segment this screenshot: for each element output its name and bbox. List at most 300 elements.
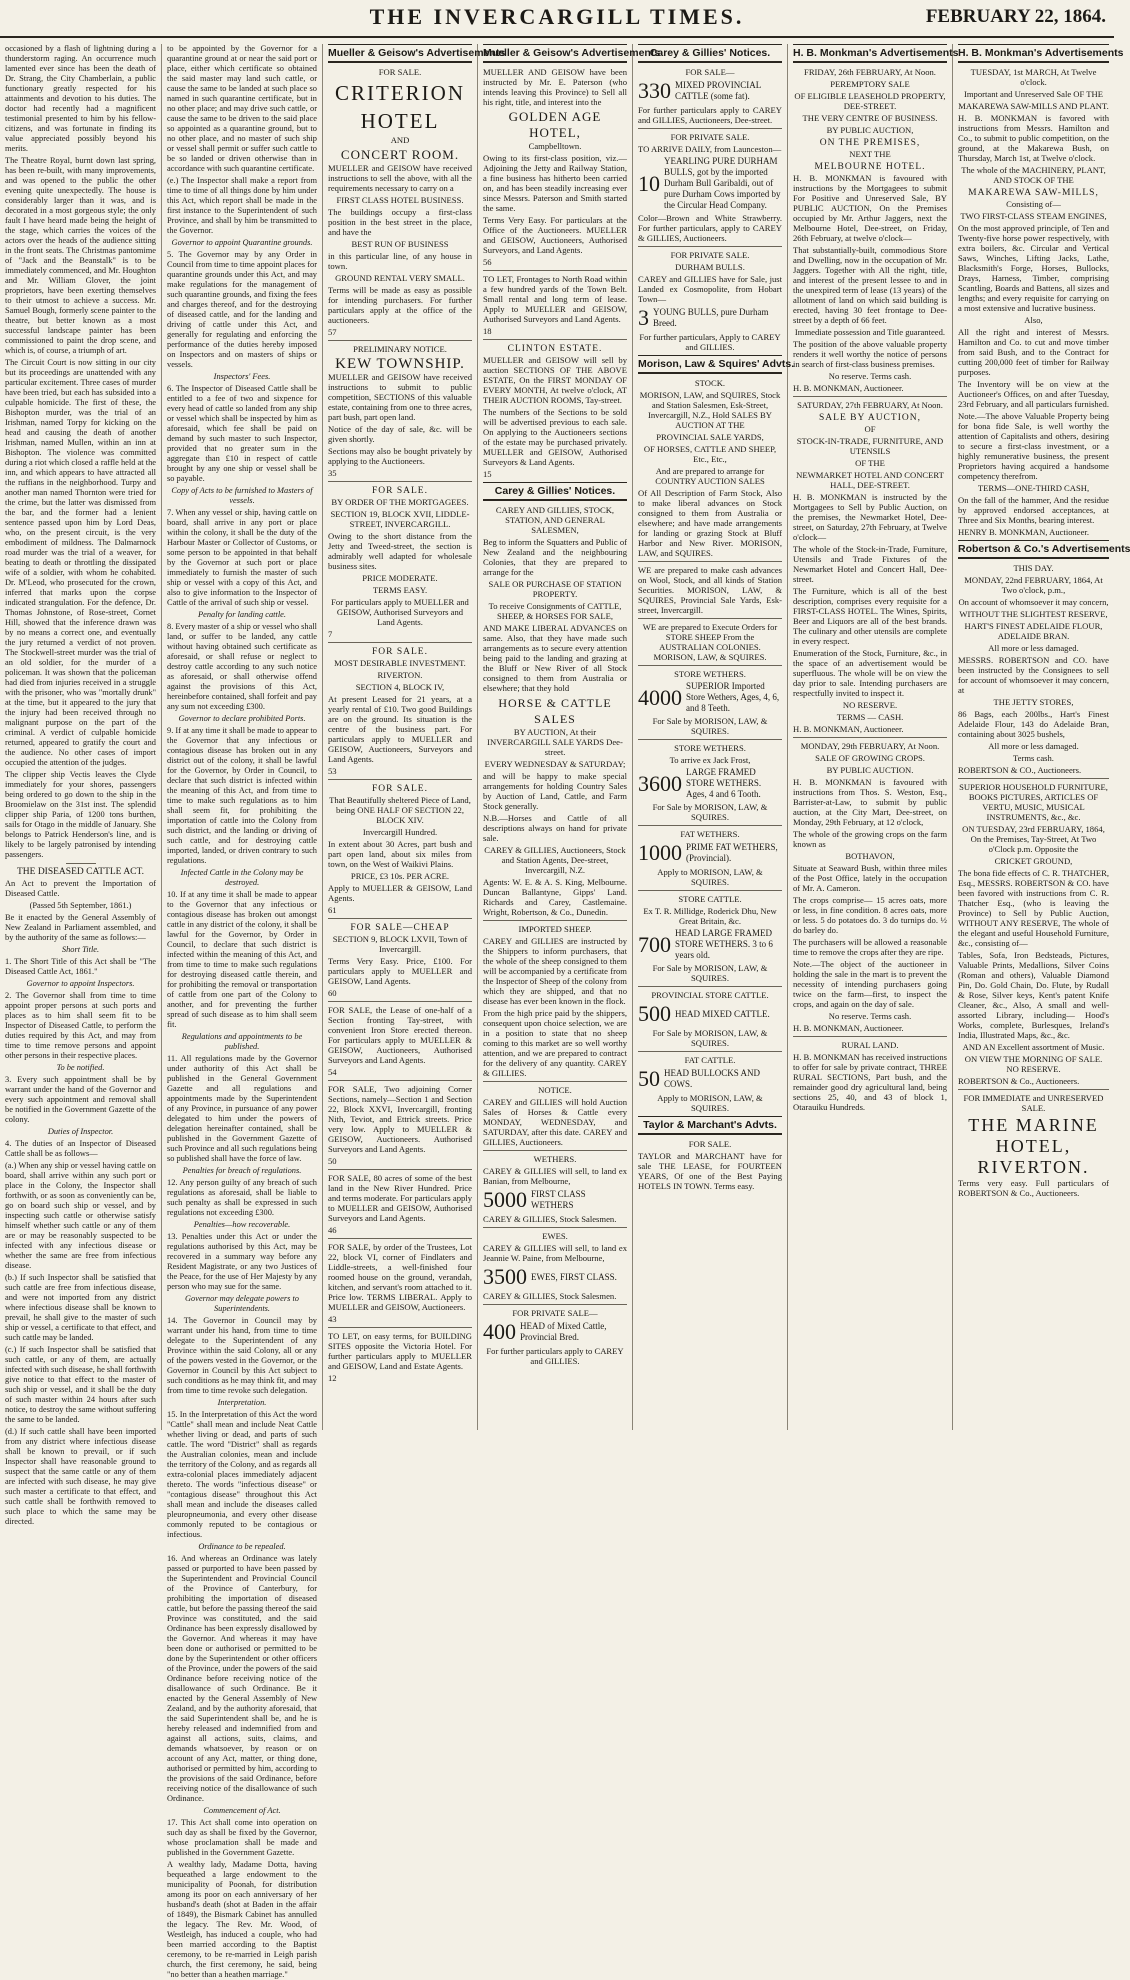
ad-line: NEWMARKET HOTEL AND CONCERT HALL, DEE-STREET.: [796, 470, 944, 490]
ad-line: BY AUCTION, At their INVERCARGILL SALE YARDS Dee-street.: [487, 727, 623, 757]
paragraph: The clipper ship Vectis leaves the Clyde immediately for your shores, passengers being ordered to go down to the ship in the Broomielaw on the 31st inst. The splendid clipper ship Paria, of 1200 tons burthen, sails for Otago in the middle of January. She belongs to Patrick Henderson's line, and is likely to be largely patronised by intending passengers.: [5, 770, 156, 859]
ad-quantity-label: HEAD LARGE FRAMED STORE WETHERS. 3 to 6 years old.: [675, 928, 773, 960]
ad-body: Owing to its first-class position, viz.—Adjoining the Jetty and Railway Station, a fine business has hitherto been carried on, and has been steadily increasing ever since Messrs. Paterson and Smith started the same.: [483, 153, 627, 213]
ad-body: Note.—The above Valuable Property being for bona fide Sale, is well worthy the attention of Capitalists and others, desiring to secure a first-class investment, or a highly remunerative business, the present Proprietors having acquired a handsome competency therefrom.: [958, 411, 1109, 481]
paragraph: 16. And whereas an Ordinance was lately passed or purported to have been passed by the Superintendent and Provincial Council of the Province of Canterbury, for prohibiting the importation of diseased cattle, but before the passing thereof the said Province was constituted, and the said Ordinance has been expressly disallowed by the Governor. And whereas it may have been done or authorised or permitted to be done by the Superintendent or other officers of the Province, under the powers of the said Ordinance before receiving notice of the disallowance of such Ordinance. Be it enacted by the General Assembly of New Zealand, and by the authority aforesaid, that the said Superintendent shall be, and he is hereby released and indemnified from and against all actions, suits, claims, and demands whatsoever, by reason or on account of any Act, matter, or thing done, authorised or permitted by him, according to the provisions of the said Ordinance, before receiving notice of the disallowance of such Ordinance.: [167, 1554, 318, 1803]
ad-signature: For Sale by MORISON, LAW, & SQUIRES.: [652, 716, 768, 736]
ad-store-cattle: [638, 894, 782, 983]
divider: [638, 246, 782, 247]
ad-quantity: 700: [638, 931, 671, 957]
ad-quantity: 3: [638, 305, 649, 330]
ad-body: TAYLOR and MARCHANT have for sale THE LEASE, for FOURTEEN YEARS, Of one of the Best Paying HOTELS IN TOWN. Terms easy.: [638, 1151, 782, 1191]
ad-body: MUELLER AND GEISOW have been instructed by Mr. E. Paterson (who intends leaving this Province) to Sell all his right, title, and interest into the: [483, 67, 627, 107]
ad-line: And are prepared to arrange for COUNTRY AUCTION SALES: [655, 466, 765, 486]
ad-quantity-label: YEARLING PURE DURHAM BULLS, got by the imported Durham Bull Garibaldi, out of pure Durham Cows imported by the Circular Head Company.: [664, 156, 781, 210]
ad-number: 57: [328, 327, 337, 337]
ad-body: All the right and interest of Messrs. Hamilton and Co. to cut and move timber from said Bush, and to the Contract for cutting 200,000 feet of timber for Railway purposes.: [958, 327, 1109, 377]
ad-number: 18: [483, 326, 492, 336]
ad-body: On the most approved principle, of Ten and Twenty-five horse power respectively, with extra boilers, &c. Circular and Vertical Saws, Winches, Lifting Jacks, Lathe, Blacksmith's Forge, Horses, Bullocks, Drays, Harness, Timber, comprising Scantling, Boards and Battens, all sizes and lengths; and every requisite for carrying on a most extensive and lucrative business.: [958, 223, 1109, 313]
ad-headline: FOR SALE.: [688, 1139, 732, 1149]
ad-line: That Beautifully sheltered Piece of Land, being ONE HALF OF SECTION 22, BLOCK XIV.: [329, 795, 471, 825]
ad-body: CAREY and GILLIES will hold Auction Sales of Horses & Cattle every MONDAY, WEDNESDAY, and SATURDAY, after this date. CAREY and GILLIES, Auctioneers.: [483, 1097, 627, 1147]
ad-line: TERMS—ONE-THIRD CASH,: [977, 483, 1090, 493]
divider: [638, 665, 782, 666]
ad-headline: IMPORTED SHEEP.: [518, 924, 592, 934]
act-section: 3. Every such appointment shall be by warrant under the hand of the Governor and every such appointment and removal shall be notified in the Government Gazette of the colony.: [5, 1075, 156, 1124]
ad-mls-advances: [638, 565, 782, 615]
ad-line: TUESDAY, 1st MARCH, At Twelve o'clock.: [970, 67, 1097, 87]
ad-body: CAREY & GILLIES will sell, to land ex Jeannie W. Paine, from Melbourne,: [483, 1243, 627, 1263]
act-subsection: (b.) If such Inspector shall be satisfied that such cattle are free from infectious disease, and were not imported from any district where infectious disease shall be known to prevail, he shall give to the master of such ship or vessel, a certificate to that effect, and such cattle may be landed.: [5, 1273, 156, 1342]
ad-line: OF: [864, 424, 876, 434]
ad-line: WITHOUT THE SLIGHTEST RESERVE,: [959, 609, 1108, 619]
divider: [958, 1089, 1109, 1090]
ad-body: Owing to the short distance from the Jetty and Tweed-street, the section is admirably well adapted for wholesale business sites.: [328, 531, 472, 571]
ad-line: BY PUBLIC AUCTION.: [826, 765, 914, 775]
ad-headline: STORE WETHERS.: [674, 743, 746, 753]
ad-headline: MAKAREWA SAW-MILLS,: [968, 188, 1099, 198]
ad-quantity-label: MIXED PROVINCIAL CATTLE (some fat).: [675, 80, 761, 101]
paragraph: 9. If at any time it shall be made to appear to the Governor that any infectious or contagious disease has broken out in any district out of the colony, it shall be lawful for the Governor, by Order in Council, to declare that such district is infected within the meaning of this Act, and from time to time to make such regulations as to him shall seem fit, for prohibiting the importation of cattle into the Colony from such district, and the landing or driving of such cattle, and for destroying cattle imported, landed, or driven contrary to such regulations.: [167, 726, 317, 865]
ad-number: 35: [328, 468, 337, 478]
divider: [638, 890, 782, 891]
column-header: Carey & Gillies' Notices.: [483, 482, 627, 501]
ad-golden-age-hotel: [483, 67, 627, 267]
column-header: H. B. Monkman's Advertisements: [793, 44, 947, 63]
ad-imported-sheep: [483, 924, 627, 1078]
ad-quantity-label: LARGE FRAMED STORE WETHERS. Ages, 4 and 6 Tooth.: [686, 767, 762, 799]
ad-line: EVERY WEDNESDAY & SATURDAY;: [484, 759, 626, 769]
ad-quantity-label: HEAD BULLOCKS AND COWS.: [664, 1068, 761, 1089]
paragraph: A wealthy lady, Madame Dotta, having bequeathed a large endowment to the municipality of Poonah, for distribution among its poor on each anniversary of her husband's death (shot at Baden in the affair of 1849), the Bismark Cabinet has annulled the legacy. The Rev. Mr. Wood, of Westleigh, has induced a couple, who had been married according to the Baptist ceremony, to be re-married in Leigh parish church, the first ceremony, he said, being "no better than a heathen marriage.": [167, 1860, 317, 1979]
ad-80-acres: [328, 1173, 472, 1235]
ad-headline: THE MARINE HOTEL, RIVERTON.: [968, 1115, 1099, 1177]
ad-signature: For Sale by MORISON, LAW, & SQUIRES.: [652, 1028, 768, 1048]
ad-quantity: 330: [638, 78, 671, 103]
ad-signature: ROBERTSON & CO., Auctioneers.: [958, 765, 1082, 775]
ad-body: Sections may also be bought privately by applying to the Auctioneers.: [328, 446, 472, 466]
section-heading: Copy of Acts to be furnished to Masters of vessels.: [171, 486, 313, 505]
ad-lease: [328, 1005, 472, 1077]
ad-line: THE VERY CENTRE OF BUSINESS.: [802, 113, 938, 123]
ad-headline: FOR SALE.: [372, 486, 428, 496]
divider: [483, 1150, 627, 1151]
act-subsection: (d.) If such cattle shall have been imported from any district where infectious disease shall be known to prevail, or if such Inspector shall have reasonable ground to suspect that the same cattle or any of them are infected with such disease, he may give such master a certificate to that effect, and such cattle shall be forthwith removed to such place to which the same may be directed.: [5, 1427, 156, 1526]
divider: [638, 825, 782, 826]
ad-headline: GOLDEN AGE HOTEL,: [508, 109, 602, 140]
ad-body: H. B. MONKMAN is favoured with instructions by the Mortgagees to submit For Positive and Unreserved Sale, BY PUBLIC AUCTION, On the Premises occupied by Mr. Arthur Jaggers, next the Melbourne Hotel, Dee-street, on Friday, 26th February, at twelve o'clock—: [793, 173, 947, 243]
paragraph: 12. Any person guilty of any breach of such regulations as aforesaid, shall be liable to such penalty as shall be expressed in such regulations not exceeding £300.: [167, 1178, 317, 1217]
ad-body: N.B.—Horses and Cattle of all descriptions always on hand for private sale.: [483, 813, 627, 843]
ad-body: Terms Very Easy. Price, £100. For particulars apply to MUELLER and GEISOW, Land Agents.: [328, 956, 472, 986]
ad-line: TWO FIRST-CLASS STEAM ENGINES,: [960, 211, 1107, 221]
ad-durham-yearlings: [638, 132, 782, 243]
issue-date: FEBRUARY 22, 1864.: [925, 6, 1106, 27]
ad-line: NEXT THE: [849, 149, 891, 159]
divider: [638, 739, 782, 740]
ad-line: PEREMPTORY SALE: [830, 79, 910, 89]
divider: [793, 1036, 947, 1037]
ad-line: SATURDAY, 27th FEBRUARY, At Noon.: [797, 400, 943, 410]
ad-body: The crops comprise— 15 acres oats, more or less, in fine condition. 8 acres oats, more or less. 5 do potatoes do. 3 do turnips do. ½ do barley do.: [793, 895, 947, 935]
ad-provincial-store-cattle: [638, 990, 782, 1048]
ad-line: Campbelltown.: [528, 141, 582, 151]
ad-headline: HORSE & CATTLE SALES: [498, 696, 612, 726]
ad-body: The bona fide effects of C. R. THATCHER, Esq., MESSRS. ROBERTSON & CO. have been favored with instructions from C. R. Thatcher Esq., (who is leaving the Province) to Sell by Public Auction, WITHOUT ANY RESERVE, The whole of the elegant and useful Household Furniture, &c., consisting of—: [958, 868, 1109, 948]
ad-body: For particulars apply to MUELLER and GEISOW, Authorised Surveyors and Land Agents.: [331, 597, 469, 627]
ad-rural-land: [793, 1040, 947, 1112]
ad-body: in this particular line, of any house in town.: [328, 251, 472, 271]
ad-headline: ON THE PREMISES,: [819, 138, 921, 148]
paragraph: 14. The Governor in Council may by warrant under his hand, from time to time delegate to the Superintendent of any Province within the said Colony, all or any of the powers vested in the Governor, or the Governor in Council by this Act subject to such conditions as he may think fit, and may from time to time revoke such delegation.: [167, 1316, 317, 1395]
ad-quantity-label: EWES, FIRST CLASS.: [531, 1271, 617, 1282]
ad-kicker: PRELIMINARY NOTICE.: [353, 344, 447, 354]
act-enactment: Be it enacted by the General Assembly of New Zealand in Parliament assembled, and by the authority of the same as follows:—: [5, 913, 156, 942]
ad-signature: Apply to MORISON, LAW, & SQUIRES.: [657, 867, 763, 887]
ad-headline: MELBOURNE HOTEL.: [814, 162, 926, 172]
ad-quantity-label: YOUNG BULLS, pure Durham Breed.: [653, 307, 769, 328]
divider: [328, 779, 472, 780]
ad-line: HART'S FINEST ADELAIDE FLOUR, ADELAIDE BRAN.: [964, 621, 1103, 641]
ad-line: OF ELIGIBLE LEASEHOLD PROPERTY, DEE-STREET.: [794, 91, 946, 111]
paragraph: The Circuit Court is now sitting in our city but its proceedings are unattended with any particular excitement. Three cases of murder have been tried, but each has subsided into a culpable homicide. The first of these, the Bishopton murder, was the trial of an Irishman, named Torpy for kicking on the head and causing the death of another Irishman, named Mullen, within an inn at Bishopton. The violence was committed during a riot which closed a raffle held at the inn, and which appears to have attracted all the ruffians in the neighborhood. Turpy and another man named Thornton were tried for the crime, but the latter was dismissed from the bar, and the former had a lenient sentence passed upon him by Lord Deas, who, on the present circuit, is the very embodiment of mildness. The Dalmarnock road murder was the trial of a weaver, for beating to death or throttling the dissipated wife of a soldier, with whom he cohabited. Dr. M'Leod, who prosecuted for the crown, inferred that marks upon the corpse indicated strangulation. For the defence, Dr. Thomas Johnstone, of Rose-street, Cornet Hill, showed that the inference drawn was by no means a correct one, and eventually the jury returned a verdict of not proven. The Stockwell-street murder was the trial of an old soldier, for the murder of a policeman. It was shown that the policeman had died from injuries received in a struggle with the prisoner, who was "mortally drunk" at the time, but it appeared to the jury that the injury had been received through no malignant purpose on the part of the criminal. A verdict of culpable homicide returned, appeared to gratify the court and the audience. No other cases of import occupied the attention of the judges.: [5, 358, 156, 767]
ad-private-sale-cattle: [483, 1308, 627, 1366]
ad-building-sites: [328, 1331, 472, 1383]
ad-number: 12: [328, 1373, 337, 1383]
ad-number: 7: [328, 629, 333, 639]
act-subsection: (c.) If such Inspector shall be satisfied that such cattle, or any of them, are actually infected with such disease, he shall forthwith give notice to that effect to the master of such ship or vessel, and it shall be the duty of such master within 24 hours after such notice, to destroy the same without suffering the same to be landed.: [5, 1345, 156, 1424]
ad-body: H. B. MONKMAN is instructed by the Mortgagees to Sell by Public Auction, on the premises, the Newmarket Hotel, Dee-street, on Saturday, 27th February, at Twelve o'clock—: [793, 492, 947, 542]
ad-carey-gillies-intro: [483, 505, 627, 917]
divider: [328, 1080, 472, 1081]
ad-signature: CAREY & GILLIES, Stock Salesmen.: [483, 1214, 617, 1224]
divider: [638, 561, 782, 562]
ad-section-22: [328, 783, 472, 915]
ad-line: Terms cash.: [1013, 753, 1054, 763]
ad-body: The whole of the growing crops on the farm known as: [793, 829, 947, 849]
ad-line: No reserve. Terms cash.: [828, 1011, 912, 1021]
ad-quantity: 50: [638, 1066, 660, 1091]
ad-body: Terms very easy. Full particulars of ROBERTSON & Co., Auctioneers.: [958, 1178, 1109, 1198]
ad-body: WE are prepared to make cash advances on Wool, Stock, and all kinds of Station Securities. MORISON, LAW, & SQUIRES, Provincial Sale Yards, Esk-street, Invercargill.: [638, 565, 782, 615]
ad-headline: FOR SALE.: [372, 647, 428, 657]
ad-line: SECTION 4, BLOCK IV,: [355, 682, 445, 692]
section-heading: Governor may delegate powers to Superintendents.: [185, 1294, 299, 1313]
ad-line: BY PUBLIC AUCTION,: [826, 125, 914, 135]
ad-body: The Furniture, which is all of the best description, comprises every requisite for a FIRST-CLASS HOTEL. The Wines, Spirits, Beer and Liquors are all of the best brands. The culinary and other utensils are complete in every respect.: [793, 586, 947, 646]
ad-north-road: [483, 274, 627, 336]
ad-headline: KEW TOWNSHIP.: [335, 356, 465, 372]
ad-headline: FOR PRIVATE SALE—: [512, 1308, 598, 1318]
act-date: (Passed 5th September, 1861.): [29, 901, 132, 910]
ad-makarewa-saw-mills: [958, 67, 1109, 537]
ad-signature: HENRY B. MONKMAN, Auctioneer.: [958, 527, 1089, 537]
ad-body: FOR SALE, the Lease of one-half of a Section fronting Tay-street, with convenient Iron Store erected thereon. For particulars apply to MUELLER & GEISOW, Auctioneers, Authorised Surveyors and Land Agents.: [328, 1005, 472, 1065]
ad-headline: WETHERS.: [533, 1154, 577, 1164]
ad-headline: EWES.: [542, 1231, 568, 1241]
ad-body: For further particulars apply to CAREY and GILLIES, Auctioneers, Dee-street.: [638, 105, 782, 125]
ad-notice: [483, 1085, 627, 1147]
ad-number: 56: [483, 257, 492, 267]
ad-signature: For Sale by MORISON, LAW, & SQUIRES.: [652, 802, 768, 822]
ad-body: TO LET, on easy terms, for BUILDING SITES opposite the Victoria Hotel. For further particulars apply to MUELLER and GEISOW, Land and Estate Agents.: [328, 1331, 472, 1371]
ad-quantity: 3500: [483, 1264, 527, 1289]
act-subsection: (a.) When any ship or vessel having cattle on board, shall arrive within any such port or place in the Colony, the Inspector shall forthwith, or as soon as conveniently can be, go on board such ship or vessel, and by inspecting such cattle or otherwise satisfy himself whether such cattle or any of them are or may be reasonably suspected to be infected with any infectious disease or whether the same are free from infectious disease.: [5, 1161, 156, 1270]
ad-line: BEST RUN OF BUSINESS: [351, 239, 449, 249]
ad-line: SECTION 19, BLOCK XVII, LIDDLE-STREET, INVERCARGILL.: [330, 509, 470, 529]
paragraph: 10. If at any time it shall be made to appear to the Governor that any infectious or contagious disease has broken out amongst cattle in any district of the colony, it shall be lawful for the Governor, by Order in Council, to declare that such district is infected within the meaning of this Act, and from time to time to make such regulations for destroying diseased cattle therein, and for prohibiting the removal or transportation of cattle from one part of the Colony to another, and for preventing the further spread of such disease as to him shall seem fit.: [167, 890, 317, 1029]
ad-headline: MAKAREWA SAW-MILLS AND PLANT.: [958, 101, 1109, 111]
ad-body: Of All Description of Farm Stock, Also to make liberal advances on Stock consigned to them from Australia or elsewhere; and have made arrangements for landing or grazing Stock at Bluff Harbor and New River. MORISON, LAW, and SQUIRES.: [638, 488, 782, 558]
ad-line: PRICE, £3 10s. PER ACRE.: [350, 871, 450, 881]
ad-line: Important and Unreserved Sale OF THE: [964, 89, 1103, 99]
ad-line: OF HORSES, CATTLE AND SHEEP, Etc., Etc.,: [643, 444, 777, 464]
ad-body: At present Leased for 21 years, at a yearly rental of £10. Two good Buildings are on the ground. Its situation is the centre of the business part. For particulars apply to MUELLER and GEISOW, Auctioneers, Surveyors and Land Agents.: [328, 694, 472, 764]
act-title: THE DISEASED CATTLE ACT.: [16, 867, 144, 877]
ad-body: Terms Very Easy. For particulars at the Office of the Auctioneers. MUELLER and GEISOW, Auctioneers, Authorised Surveyors, and Land Agents.: [483, 215, 627, 255]
divider: [793, 737, 947, 738]
ad-body: Note.—The object of the auctioneer in holding the sale in the mart is to prevent the necessity of intending purchasers going twice on the farm—first, to inspect the crops, and again on the day of sale.: [793, 959, 947, 1009]
ad-line: NO RESERVE.: [842, 700, 898, 710]
act-section: 1. The Short Title of this Act shall be "The Diseased Cattle Act, 1861.": [5, 957, 156, 976]
section-heading: Regulations and appointments to be published.: [181, 1032, 303, 1051]
ad-body: H. B. MONKMAN is favored with instructions from Messrs. Hamilton and Co., to submit to public competition, on the ground, at the Makarewa Bush, on Thursday, March 1st, at Twelve o'clock.: [958, 113, 1109, 163]
ad-number: 50: [328, 1156, 337, 1166]
divider: [483, 339, 627, 340]
paragraph: The Theatre Royal, burnt down last spring, has been re-built, with many improvements, and was opened to the public the other evening quite unexpectedly. The house is considerably larger than it was, and is decorated in a most gorgeous style; the only fault I have heard made being the height of the stage, which carries the voices of the actors over the heads of the audience sitting in the front seats. The Christmas pantomime of "Jack and the Beanstalk" is to be immediately commenced, and Mr. Houghton and Mr. William Glover, the joint proprietors, have been exerting themselves to their utmost to achieve a success. Mr. Samuel Bough, formerly scene painter to the theatre, but better known as a most successful landscape painter has been commissioned to paint the drop scene, and which is, of course, a triumph of art.: [5, 156, 156, 355]
ad-line: MOST DESIRABLE INVESTMENT.: [334, 658, 466, 668]
ad-line: TERMS EASY.: [372, 585, 428, 595]
ad-line: Invercargill Hundred.: [362, 827, 438, 837]
divider: [328, 642, 472, 643]
column-header: Mueller & Geisow's Advertisements: [328, 44, 472, 63]
ad-body: Apply to MUELLER & GEISOW, Land Agents.: [328, 883, 472, 903]
ad-quantity: 1000: [638, 840, 682, 865]
ad-headline: PROVINCIAL STORE CATTLE.: [651, 990, 769, 1000]
ad-quantity-label: PRIME FAT WETHERS, (Provincial).: [686, 842, 778, 863]
ad-line: Immediate possession and Title guaranteed.: [794, 327, 946, 337]
ad-number: 61: [328, 905, 337, 915]
paragraph: 17. This Act shall come into operation on such day as shall be fixed by the Governor, whose proclamation shall be made and published in the Government Gazette.: [167, 1818, 317, 1857]
column-2-news: [162, 44, 323, 1979]
ad-body: Beg to inform the Squatters and Public of New Zealand and the neighbouring Colonies, that they are prepared to arrange for the: [483, 537, 627, 577]
ad-line: PRICE MODERATE.: [362, 573, 438, 583]
ad-line: MONDAY, 22nd FEBRUARY, 1864, At Two o'clock, p.m.,: [964, 575, 1103, 595]
ad-body: CAREY and GILLIES are instructed by the Shippers to inform purchasers, that the whole of the sheep consigned to them will be accompanied by a certificate from the Inspector of Sheep of the colony from which they are shipped, and that no disease has ever been known in the flock.: [483, 936, 627, 1006]
ad-hotel-lease: [638, 1139, 782, 1191]
ad-line: All more or less damaged.: [988, 643, 1079, 653]
ad-line: FOR IMMEDIATE and UNRESERVED SALE.: [963, 1093, 1104, 1113]
ad-dee-street-property: [793, 67, 947, 393]
ad-body: 86 Bags, each 200lbs., Hart's Finest Adelaide Flour, 143 do Adelaide Bran, containing about 3025 bushels,: [958, 709, 1109, 739]
ad-line: SALE OR PURCHASE OF STATION PROPERTY.: [488, 579, 622, 599]
ad-headline: RURAL LAND.: [841, 1040, 899, 1050]
divider: [638, 128, 782, 129]
ad-kicker: FOR PRIVATE SALE.: [670, 250, 750, 260]
ad-line: RIVERTON.: [377, 670, 423, 680]
ad-headline: SALE OF GROWING CROPS.: [815, 753, 925, 763]
paragraph: 6. The Inspector of Diseased Cattle shall be entitled to a fee of two and sixpence for every head of cattle so landed from any ship or vessel which shall be inspected by him as aforesaid, which fee shall be paid on demand by such master to such Inspector, provided that no greater sum in the aggregate than £10 in respect of cattle brought by any one ship or vessel shall be so payable.: [167, 384, 317, 483]
ad-mixed-cattle: [638, 67, 782, 125]
ad-body: On the fall of the hammer, And the residue by approved endorsed acceptances, at Three and Six Months, bearing interest.: [958, 495, 1109, 525]
ad-store-wethers: [638, 669, 782, 736]
ad-line: TERMS — CASH.: [836, 712, 904, 722]
divider: [328, 340, 472, 341]
ad-mls-orders: [638, 622, 782, 662]
ad-number: 43: [328, 1314, 337, 1324]
ad-headline: FOR SALE—CHEAP: [350, 923, 450, 933]
column-7-ads: [953, 44, 1130, 1430]
ad-body: Situate at Seaward Bush, within three miles of the Post Office, lately in the occupation of Mr. A. Cameron.: [793, 863, 947, 893]
ad-line: OF THE: [855, 458, 885, 468]
masthead: [0, 0, 1114, 38]
ad-line: MONDAY, 29th FEBRUARY, At Noon.: [800, 741, 940, 751]
ad-mls-stock: [638, 378, 782, 558]
ad-body: TO LET, Frontages to North Road within a few hundred yards of the Town Belt. Small rental and long term of lease. Apply to MUELLER and GEISOW, Authorised Surveyors and Land Agents.: [483, 274, 627, 324]
ad-line: CAREY AND GILLIES, STOCK, STATION, AND GENERAL SALESMEN,: [495, 505, 615, 535]
ad-body: The buildings occupy a first-class position in the best street in the place, and have the: [328, 207, 472, 237]
ad-line: ON TUESDAY, 23rd FEBRUARY, 1864, On the Premises, Tay-Street, At Two o'Clock p.m. Opposite the: [962, 824, 1105, 854]
ad-line: STOCK-IN-TRADE, FURNITURE, AND UTENSILS: [796, 436, 944, 456]
ad-quantity: 5000: [483, 1187, 527, 1212]
ad-quantity: 4000: [638, 684, 682, 710]
divider: [66, 863, 96, 864]
paragraph: to be appointed by the Governor for a quarantine ground at or near the said port or place, either which certificate so obtained the said master may land such cattle, or cause the same to be landed at such place so named in such quarantine certificate, but in no other place; and may drive such cattle, or cause the same to be driven to the said place so appointed as a quarantine ground, but to no other place, and no master of such ship or vessel shall permit or suffer such cattle to be so landed or driven otherwise than in accordance with such quarantine certificate.: [167, 44, 317, 173]
section-heading: Short Title.: [61, 945, 100, 954]
ad-number: 15: [483, 469, 492, 479]
ad-line: BY ORDER OF THE MORTGAGEES.: [331, 497, 469, 507]
section-heading: To be notified.: [56, 1063, 105, 1072]
ad-body: H. B. MONKMAN has received instructions to offer for sale by private contract, THREE RURAL SECTIONS, Part bush, and the remainder good dry agricultural land, being sections 25, 40, and 43 of block 1, Otarauiku Hundreds.: [793, 1052, 947, 1112]
ad-headline: FAT CATTLE.: [684, 1055, 736, 1065]
ad-body: MUELLER and GEISOW have received instructions to sell the above, with all the requirements necessary to carry on a: [328, 163, 472, 193]
act-section: 4. The duties of an Inspector of Diseased Cattle shall be as follows—: [5, 1139, 156, 1158]
ad-line: ON VIEW THE MORNING OF SALE. NO RESERVE.: [964, 1054, 1103, 1074]
divider: [328, 1169, 472, 1170]
divider: [638, 986, 782, 987]
ad-body: MORISON, LAW, and SQUIRES, Stock and Station Salesmen, Esk-Street, Invercargill, N.Z., Hold SALES BY AUCTION AT THE: [639, 390, 781, 430]
ad-body: CAREY and GILLIES have for Sale, just Landed ex Cosmopolite, from Hobart Town—: [638, 274, 782, 304]
divider: [328, 1327, 472, 1328]
column-header: Robertson & Co.'s Advertisements: [958, 540, 1109, 559]
divider: [328, 918, 472, 919]
act-subtitle: An Act to prevent the Importation of Diseased Cattle.: [5, 879, 156, 898]
ad-body: TO ARRIVE DAILY, from Launceston—: [638, 144, 782, 154]
ad-body: FOR SALE, 80 acres of some of the best land in the New River Hundred. Price and terms moderate. For particulars apply to MUELLER and GEISOW, Authorised Surveyors and Land Agents.: [328, 1173, 472, 1223]
ad-headline: STORE WETHERS.: [674, 669, 746, 679]
ad-body: Enumeration of the Stock, Furniture, &c., in the space of an advertisement would be superfluous. The whole will be on view the day prior to sale. Intending purchasers are respectfully invited to inspect it.: [793, 648, 947, 698]
ad-household-furniture: [958, 782, 1109, 1086]
ad-corner-sections: [328, 1084, 472, 1166]
paragraph: 5. The Governor may by any Order in Council from time to time appoint places for quarantine grounds under this Act, and may make regulations for the management of such quarantine grounds, and fixing the fees and charges thereof, and for the destroying of diseased cattle, and for the landing and driving of cattle under this Act, and generally for regulating and enforcing the performance of the duties hereby imposed on Inspectors and on masters of ships or vessels.: [167, 250, 317, 369]
paragraph: 7. When any vessel or ship, having cattle on board, shall arrive in any port or place within the colony, it shall be the duty of the Harbour Master or Collector of Customs, or some person to be appointed in that behalf by the Governor at such port or place immediately to furnish the master of such ship or vessel with a copy of this Act, and also to give information to the Inspector of Cattle of the arrival of such ship or vessel.: [167, 508, 317, 607]
ad-kew-township: [328, 344, 472, 478]
paragraph: (e.) The Inspector shall make a report from time to time of all things done by him under this Act, which report shall be made in the first instance to the Superintendent of such Province, and shall by him be transmitted to the Governor.: [167, 176, 317, 235]
ad-number: 60: [328, 988, 337, 998]
ad-headline: CLINTON ESTATE.: [507, 344, 603, 354]
column-1-news: [0, 44, 162, 1526]
ad-clinton-estate: [483, 343, 627, 479]
section-heading: Ordinance to be repealed.: [198, 1542, 286, 1551]
ad-adelaide-flour: [958, 563, 1109, 775]
ad-headline: STORE CATTLE.: [678, 894, 742, 904]
ad-body: AND MAKE LIBERAL ADVANCES on same. Also, that they have made such arrangements as to secure every attention being paid to the landing and grazing at the Bluff or New River of all Stock consigned to them from Australia or elsewhere; that they hold: [483, 623, 627, 693]
paragraph: 13. Penalties under this Act or under the regulations authorised by this Act, may be recovered in a summary way before any Resident Magistrate, or any two Justices of the Peace, for the use of Her Majesty by any person who may sue for the same.: [167, 1232, 317, 1291]
newspaper-title: THE INVERCARGILL TIMES.: [369, 4, 745, 29]
ad-body: The Inventory will be on view at the Auctioneer's Offices, on and after Tuesday, 23rd February, and all particulars furnished.: [958, 379, 1109, 409]
ad-line: BOTHAVON,: [845, 851, 895, 861]
divider: [483, 1081, 627, 1082]
column-5-ads: [633, 44, 795, 1430]
ad-liddle-street: [328, 485, 472, 639]
ad-ewes: [483, 1231, 627, 1301]
ad-signature: For Sale by MORISON, LAW, & SQUIRES.: [652, 963, 768, 983]
ad-signature: CAREY & GILLIES, Stock Salesmen.: [483, 1291, 617, 1301]
ad-line: All more or less damaged.: [988, 741, 1079, 751]
ad-durham-bulls: [638, 250, 782, 352]
ad-body: Agents: W. E. & A. S. King, Melbourne. Duncan Ballantyne, Gipps' Land. Richards and Carey, Castlemaine. Wright, Robertson, & Co., Dunedin.: [483, 877, 627, 917]
act-section: 2. The Governor shall from time to time appoint proper persons at such ports and places as to him shall seem fit to be Inspector of Diseased Cattle, to perform the duties required by this Act, and may from time to time remove persons and appoint other persons in their respective places.: [5, 991, 156, 1060]
ad-quantity-label: HEAD of Mixed Cattle, Provincial Bred.: [520, 1321, 607, 1342]
ad-line: To arrive ex Jack Frost,: [669, 755, 751, 765]
ad-body: FOR SALE, by order of the Trustees, Lot 22, block VI, corner of Findlaters and Liddle-streets, a well-finished four roomed house on the ground, verandah, kitchen, and servant's room attached to it. Price low. TERMS LIBERAL. Apply to MUELLER and GEISOW, Auctioneers.: [328, 1242, 472, 1312]
paragraph: occasioned by a flash of lightning during a thunderstorm raging. An occurrence much lamented ever since has been the death of Dr. Strang, the City Chamberlain, a public functionary greatly respected for his attainments and devotion to his duties. The doctor had recently had a magnificent testimonial presented to him by his fellow-citizens, and was fortunate in finding its value appreciated possibly beyond his merits.: [5, 44, 156, 153]
ad-headline: CRITERION HOTEL: [335, 81, 465, 133]
divider: [483, 1304, 627, 1305]
divider: [483, 1227, 627, 1228]
ad-riverton-investment: [328, 646, 472, 776]
section-heading: Duties of Inspector.: [47, 1127, 114, 1136]
divider: [483, 920, 627, 921]
ad-body: In extent about 30 Acres, part bush and part open land, about six miles from town, on the West of Waikivi Plains.: [328, 839, 472, 869]
ad-signature: H. B. MONKMAN, Auctioneer.: [793, 724, 904, 734]
ad-headline: NOTICE.: [538, 1085, 572, 1095]
ad-headline: STOCK.: [694, 378, 726, 388]
ad-headline: FOR SALE—: [685, 67, 735, 77]
ad-signature: H. B. MONKMAN, Auctioneer.: [793, 1023, 904, 1033]
ad-body: The numbers of the Sections to be sold will be advertised previous to each sale. On applying to the Auctioneers sections of the estate may be purchased privately. MUELLER and GEISOW, Authorised Surveyors & Land Agents.: [483, 407, 627, 467]
section-heading: Infected Cattle in the Colony may be destroyed.: [180, 868, 304, 887]
ad-quantity: 3600: [638, 770, 682, 796]
ad-growing-crops: [793, 741, 947, 1033]
ad-fat-wethers: [638, 829, 782, 887]
ad-body: FOR SALE, Two adjoining Corner Sections, namely—Section 1 and Section 22, Block XXVI, Invercargill, fronting Nith, Teviot, and Ettrick streets. Price very low. Apply to MUELLER & GEISOW, Auctioneers. Authorised Surveyors and Land Agents.: [328, 1084, 472, 1154]
ad-headline: FAT WETHERS.: [680, 829, 740, 839]
ad-body: Color—Brown and White Strawberry. For further particulars, apply to CAREY & GILLIES, Auctioneers.: [638, 213, 782, 243]
ad-line: Consisting of—: [1006, 199, 1061, 209]
ad-line: SECTION 9, BLOCK LXVII, Town of Invercargill.: [332, 934, 468, 954]
section-heading: Inspectors' Fees.: [213, 372, 271, 381]
ad-body: MUELLER and GEISOW have received instructions to submit to public competition, SECTIONS of this valuable estate, containing from one to three acres, part bush, part open land.: [328, 372, 472, 422]
ad-line: The whole of the MACHINERY, PLANT, AND STOCK OF THE: [961, 165, 1106, 185]
ad-wethers: [483, 1154, 627, 1224]
ad-quantity-label: FIRST CLASS WETHERS: [531, 1189, 586, 1210]
ad-body: The whole of the Stock-in-Trade, Furniture, Utensils and Trade Fixtures of the Newmarket Hotel and Concert Hall, Dee-street.: [793, 544, 947, 584]
divider: [328, 1238, 472, 1239]
divider: [328, 481, 472, 482]
ad-line: GROUND RENTAL VERY SMALL.: [335, 273, 465, 283]
ad-line: AND AN Excellent assortment of Music.: [962, 1042, 1105, 1052]
ad-signature: CAREY & GILLIES, Auctioneers, Stock and Station Agents, Dee-street, Invercargill, N.Z.: [484, 845, 626, 875]
ad-line: FRIDAY, 26th FEBRUARY, At Noon.: [804, 67, 936, 77]
ad-body: Tables, Sofa, Iron Bedsteads, Pictures, Valuable Prints, Medallions, Silver Coins (Roman and others), Valuable Diamond Pin, Do. Gold Chain, Do. Flute, by Rudall & Rose, Silver keys, Kent's patent Knife Cleaner, &c., Also, A small and well-assorted Library, including— Hood's Works, complete, Burlesques, Ireland's India, Illustrated Maps, &c., &c.: [958, 950, 1109, 1040]
ad-line: THE JETTY STORES,: [993, 697, 1074, 707]
ad-body: and will be happy to make special arrangements for holding Country Sales by Auction of Land, Cattle, and Farm Stock generally.: [483, 771, 627, 811]
ad-headline: SALE BY AUCTION,: [819, 413, 921, 423]
ad-body: H. B. MONKMAN is favoured with instructions from Thos. S. Weston, Esq., Barrister-at-Law, to submit by public auction, at the City Mart, Dee-street, on Monday, 29th February, at 12 o'clock,: [793, 777, 947, 827]
ad-signature: Apply to MORISON, LAW, & SQUIRES.: [657, 1093, 763, 1113]
divider: [793, 396, 947, 397]
